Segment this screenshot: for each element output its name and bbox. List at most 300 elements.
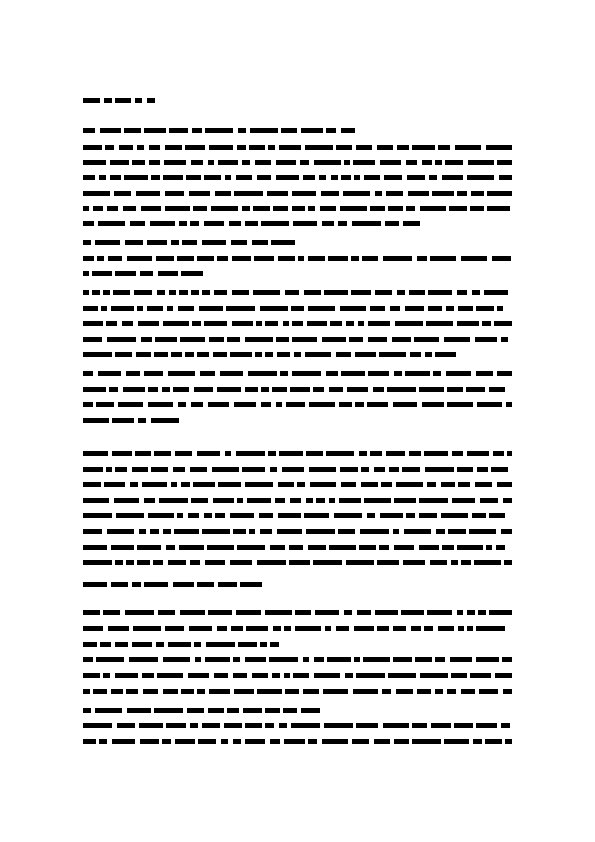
word-mark <box>144 371 163 376</box>
word-mark <box>450 657 472 662</box>
word-mark <box>491 467 508 472</box>
word-mark <box>457 467 473 472</box>
word-mark <box>502 657 512 662</box>
word-mark <box>143 689 158 694</box>
word-mark <box>245 387 258 392</box>
word-mark <box>137 560 150 565</box>
word-mark <box>265 321 278 326</box>
word-mark <box>458 626 464 631</box>
word-mark <box>281 128 297 133</box>
word-mark <box>309 402 335 407</box>
word-mark <box>115 642 128 647</box>
word-mark <box>240 582 262 587</box>
word-mark <box>291 723 320 728</box>
word-mark <box>178 402 186 407</box>
word-mark <box>83 337 102 342</box>
word-mark <box>489 610 512 615</box>
word-mark <box>289 545 303 550</box>
word-mark <box>256 321 262 326</box>
word-mark <box>242 206 250 211</box>
word-mark <box>467 451 489 456</box>
word-mark <box>93 206 103 211</box>
word-mark <box>83 256 94 261</box>
word-mark <box>168 560 186 565</box>
word-mark <box>283 321 289 326</box>
word-mark <box>137 145 144 150</box>
word-mark <box>477 402 502 407</box>
word-mark <box>314 160 341 165</box>
word-mark <box>106 467 112 472</box>
word-mark <box>374 739 390 744</box>
word-mark <box>406 160 417 165</box>
word-mark <box>242 467 265 472</box>
word-mark <box>472 290 480 295</box>
word-mark <box>165 145 182 150</box>
word-mark <box>83 418 109 423</box>
text-line-p1-l6 <box>83 221 420 226</box>
word-mark <box>179 221 187 226</box>
word-mark <box>233 529 246 534</box>
word-mark <box>213 498 234 503</box>
word-mark <box>291 306 304 311</box>
word-mark <box>495 673 512 678</box>
word-mark <box>427 610 452 615</box>
word-mark <box>218 160 238 165</box>
word-mark <box>278 482 294 487</box>
word-mark <box>457 545 483 550</box>
word-mark <box>367 513 375 518</box>
word-mark <box>431 723 451 728</box>
word-mark <box>367 402 388 407</box>
word-mark <box>132 160 145 165</box>
word-mark <box>132 467 148 472</box>
word-mark <box>363 657 390 662</box>
word-mark <box>411 626 421 631</box>
word-mark <box>457 290 467 295</box>
word-mark <box>278 513 301 518</box>
word-mark <box>149 145 160 150</box>
word-mark <box>158 271 178 276</box>
word-mark <box>497 160 512 165</box>
word-mark <box>468 160 494 165</box>
word-mark <box>181 271 203 276</box>
text-line-p5-l5 <box>83 513 505 518</box>
word-mark <box>265 723 274 728</box>
word-mark <box>308 256 325 261</box>
word-mark <box>151 175 160 180</box>
word-mark <box>408 191 429 196</box>
text-line-p7-l4 <box>83 708 320 713</box>
word-mark <box>473 739 482 744</box>
word-mark <box>306 529 335 534</box>
word-mark <box>293 221 317 226</box>
word-mark <box>438 626 454 631</box>
word-mark <box>351 290 371 295</box>
word-mark <box>114 191 131 196</box>
word-mark <box>141 337 152 342</box>
word-mark <box>245 221 258 226</box>
word-mark <box>273 626 281 631</box>
word-mark <box>177 256 194 261</box>
word-mark <box>393 402 417 407</box>
word-mark <box>380 160 401 165</box>
word-mark <box>227 337 240 342</box>
word-mark <box>435 689 443 694</box>
word-mark <box>417 689 431 694</box>
word-mark <box>458 306 473 311</box>
word-mark <box>111 306 134 311</box>
word-mark <box>83 191 110 196</box>
word-mark <box>162 739 171 744</box>
word-mark <box>104 98 112 103</box>
word-mark <box>202 290 210 295</box>
text-line-p3-l4 <box>83 337 508 342</box>
word-mark <box>136 191 160 196</box>
word-mark <box>104 482 125 487</box>
word-mark <box>257 560 286 565</box>
word-mark <box>329 545 356 550</box>
word-mark <box>234 402 256 407</box>
word-mark <box>301 708 320 713</box>
word-mark <box>507 451 512 456</box>
word-mark <box>406 206 415 211</box>
word-mark <box>163 529 171 534</box>
word-mark <box>307 321 327 326</box>
word-mark <box>303 689 319 694</box>
word-mark <box>447 387 463 392</box>
word-mark <box>167 306 173 311</box>
word-mark <box>306 451 323 456</box>
word-mark <box>188 513 199 518</box>
text-line-p3-l5 <box>83 352 456 357</box>
word-mark <box>259 513 273 518</box>
word-mark <box>501 723 510 728</box>
word-mark <box>209 145 233 150</box>
word-mark <box>111 545 134 550</box>
word-mark <box>310 482 336 487</box>
word-mark <box>198 739 216 744</box>
word-mark <box>83 582 107 587</box>
word-mark <box>205 657 230 662</box>
word-mark <box>83 498 109 503</box>
word-mark <box>83 610 100 615</box>
word-mark <box>425 467 454 472</box>
word-mark <box>95 708 122 713</box>
word-mark <box>230 513 254 518</box>
word-mark <box>430 256 456 261</box>
word-mark <box>476 306 494 311</box>
text-line-p5-l6 <box>83 529 512 534</box>
word-mark <box>209 689 230 694</box>
word-mark <box>182 240 197 245</box>
word-mark <box>83 321 103 326</box>
word-mark <box>354 626 374 631</box>
word-mark <box>394 371 402 376</box>
word-mark <box>293 673 309 678</box>
word-mark <box>180 610 205 615</box>
word-mark <box>436 529 445 534</box>
word-mark <box>83 673 100 678</box>
word-mark <box>343 191 370 196</box>
word-mark <box>154 708 183 713</box>
word-mark <box>168 371 195 376</box>
word-mark <box>119 145 133 150</box>
word-mark <box>424 626 433 631</box>
word-mark <box>368 371 389 376</box>
word-mark <box>166 545 175 550</box>
word-mark <box>388 206 403 211</box>
word-mark <box>292 321 303 326</box>
word-mark <box>197 582 214 587</box>
word-mark <box>276 337 289 342</box>
word-mark <box>126 371 140 376</box>
word-mark <box>148 513 174 518</box>
word-mark <box>130 482 138 487</box>
word-mark <box>169 290 176 295</box>
word-mark <box>327 657 351 662</box>
word-mark <box>275 498 285 503</box>
word-mark <box>234 191 263 196</box>
word-mark <box>246 626 268 631</box>
word-mark <box>265 610 292 615</box>
word-mark <box>98 221 125 226</box>
word-mark <box>149 160 160 165</box>
word-mark <box>331 175 338 180</box>
word-mark <box>407 175 425 180</box>
word-mark <box>375 191 382 196</box>
word-mark <box>272 673 280 678</box>
word-mark <box>247 498 271 503</box>
word-mark <box>180 337 205 342</box>
text-line-p1-l3 <box>83 175 512 180</box>
word-mark <box>277 529 302 534</box>
word-mark <box>255 352 262 357</box>
word-mark <box>190 723 198 728</box>
word-mark <box>113 290 130 295</box>
word-mark <box>484 290 508 295</box>
text-line-p4-l3 <box>83 402 512 407</box>
word-mark <box>289 560 310 565</box>
word-mark <box>420 206 446 211</box>
word-mark <box>340 467 358 472</box>
word-mark <box>385 221 399 226</box>
word-mark <box>404 529 431 534</box>
word-mark <box>225 451 231 456</box>
word-mark <box>105 145 114 150</box>
word-mark <box>499 175 512 180</box>
text-line-p1-l1 <box>83 145 512 150</box>
word-mark <box>345 673 353 678</box>
word-mark <box>276 175 299 180</box>
word-mark <box>474 560 501 565</box>
word-mark <box>452 451 463 456</box>
word-mark <box>313 560 342 565</box>
word-mark <box>93 689 107 694</box>
word-mark <box>425 352 432 357</box>
word-mark <box>92 290 100 295</box>
word-mark <box>175 739 195 744</box>
word-mark <box>388 673 416 678</box>
word-mark <box>352 739 369 744</box>
word-mark <box>193 482 215 487</box>
word-mark <box>282 467 304 472</box>
word-mark <box>83 175 95 180</box>
word-mark <box>272 387 287 392</box>
word-mark <box>137 306 143 311</box>
word-mark <box>304 290 321 295</box>
word-mark <box>316 498 325 503</box>
word-mark <box>448 529 466 534</box>
word-mark <box>124 128 141 133</box>
word-mark <box>243 708 262 713</box>
word-mark <box>305 352 331 357</box>
word-mark <box>142 482 167 487</box>
word-mark <box>151 418 179 423</box>
word-mark <box>163 689 178 694</box>
text-line-p8-l1 <box>83 723 510 728</box>
word-mark <box>111 689 123 694</box>
word-mark <box>390 306 400 311</box>
word-mark <box>193 206 207 211</box>
word-mark <box>294 352 301 357</box>
word-mark <box>322 337 346 342</box>
word-mark <box>139 529 146 534</box>
word-mark <box>338 529 355 534</box>
word-mark <box>109 387 118 392</box>
word-mark <box>139 723 163 728</box>
word-mark <box>441 513 468 518</box>
word-mark <box>189 626 212 631</box>
word-mark <box>364 175 380 180</box>
text-line-p8-l2 <box>83 739 512 744</box>
word-mark <box>505 739 512 744</box>
word-mark <box>83 221 94 226</box>
word-mark <box>315 610 339 615</box>
word-mark <box>364 498 391 503</box>
word-mark <box>361 467 369 472</box>
text-line-p5-l4 <box>83 498 512 503</box>
word-mark <box>353 689 378 694</box>
word-mark <box>164 160 186 165</box>
text-line-p5-l8 <box>83 560 512 565</box>
word-mark <box>477 467 488 472</box>
word-mark <box>265 352 273 357</box>
word-mark <box>304 513 329 518</box>
word-mark <box>486 145 512 150</box>
word-mark <box>236 610 261 615</box>
word-mark <box>83 387 106 392</box>
word-mark <box>231 240 247 245</box>
word-mark <box>165 191 184 196</box>
word-mark <box>485 739 502 744</box>
word-mark <box>270 467 277 472</box>
text-line-p3-l3 <box>83 321 512 326</box>
word-mark <box>242 160 250 165</box>
word-mark <box>261 387 269 392</box>
word-mark <box>186 175 201 180</box>
word-mark <box>470 206 484 211</box>
word-mark <box>496 545 505 550</box>
word-mark <box>126 560 134 565</box>
word-mark <box>410 352 421 357</box>
word-mark <box>340 306 366 311</box>
word-mark <box>96 657 124 662</box>
text-line-p5-l7 <box>83 545 505 550</box>
word-mark <box>154 451 171 456</box>
word-mark <box>252 673 268 678</box>
word-mark <box>163 321 189 326</box>
word-mark <box>409 290 425 295</box>
word-mark <box>470 673 491 678</box>
word-mark <box>173 582 194 587</box>
word-mark <box>154 352 168 357</box>
word-mark <box>435 160 442 165</box>
text-line-p2-l1 <box>83 240 295 245</box>
word-mark <box>225 175 231 180</box>
word-mark <box>506 402 512 407</box>
word-mark <box>497 306 503 311</box>
word-mark <box>110 175 121 180</box>
word-mark <box>245 657 266 662</box>
word-mark <box>202 529 230 534</box>
word-mark <box>380 513 403 518</box>
word-mark <box>461 256 487 261</box>
word-mark <box>430 560 447 565</box>
word-mark <box>377 145 393 150</box>
text-line-p1-l4 <box>83 191 512 196</box>
word-mark <box>197 689 205 694</box>
word-mark <box>374 467 385 472</box>
word-mark <box>175 451 192 456</box>
word-mark <box>295 626 321 631</box>
word-mark <box>169 128 188 133</box>
word-mark <box>308 545 326 550</box>
word-mark <box>83 371 93 376</box>
word-mark <box>466 387 485 392</box>
word-mark <box>249 145 265 150</box>
word-mark <box>140 271 153 276</box>
word-mark <box>83 290 89 295</box>
word-mark <box>208 402 229 407</box>
word-mark <box>238 642 257 647</box>
word-mark <box>204 513 212 518</box>
word-mark <box>355 352 376 357</box>
word-mark <box>486 545 492 550</box>
word-mark <box>83 739 96 744</box>
text-line-p5-l3 <box>83 482 512 487</box>
word-mark <box>254 256 274 261</box>
word-mark <box>83 352 112 357</box>
word-mark <box>487 206 510 211</box>
word-mark <box>476 657 499 662</box>
word-mark <box>207 545 234 550</box>
word-mark <box>83 98 100 103</box>
word-mark <box>292 371 321 376</box>
word-mark <box>192 128 202 133</box>
word-mark <box>83 145 102 150</box>
word-mark <box>115 98 131 103</box>
word-mark <box>467 626 473 631</box>
word-mark <box>493 451 504 456</box>
word-mark <box>173 467 185 472</box>
text-line-p2-l3 <box>83 271 203 276</box>
word-mark <box>230 560 252 565</box>
word-mark <box>197 352 209 357</box>
word-mark <box>204 175 221 180</box>
word-mark <box>217 387 241 392</box>
word-mark <box>268 451 276 456</box>
word-mark <box>83 708 91 713</box>
